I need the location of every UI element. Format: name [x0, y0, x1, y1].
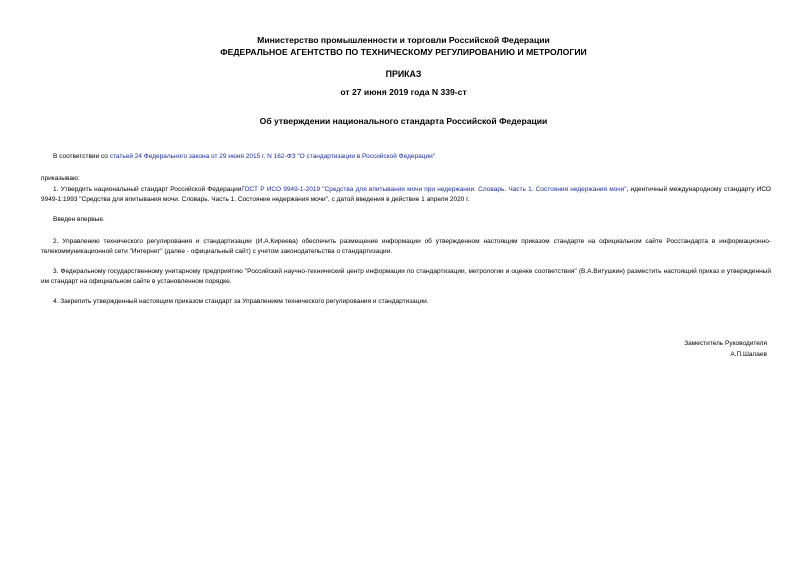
agency-name: ФЕДЕРАЛЬНОЕ АГЕНТСТВО ПО ТЕХНИЧЕСКОМУ РЕГУЛИРОВАНИЮ И МЕТРОЛОГИИ [220, 47, 587, 57]
item-1-paragraph [41, 185, 771, 205]
introduced-first-note: Введен впервые. [53, 216, 105, 223]
federal-law-link[interactable]: статьей 24 Федерального закона от 29 июня 2015 г. N 162-ФЗ "О стандартизации в Российской Федерации" [109, 153, 436, 160]
gost-standard-link[interactable]: ГОСТ Р ИСО 9949-1-2019 "Средства для впитывания мочи при недержании. Словарь. Часть 1. Состояния недержания мочи" [241, 186, 627, 193]
item-3-paragraph: 3. Федеральному государственному унитарному предприятию "Российский научно-технический центр информации по стандартизации, метрологии и оценке соответствия" (В.А.Витушкин) разместить настоящий приказ и утвержденный им стандарт на официальном сайте в установленном порядке. [41, 268, 771, 285]
item-1-prefix: 1. Утвердить национальный стандарт Российской Федерации [53, 186, 242, 193]
document-date-number: от 27 июня 2019 года N 339-ст [340, 87, 467, 97]
signatory-name: А.П.Шалаев [730, 351, 767, 358]
item-2-paragraph: 2. Управлению технического регулирования и стандартизации (И.А.Киреева) обеспечить размещение информации об утвержденном настоящим приказом стандарте на официальном сайте Росстандарта в информационно-телекоммуникационной сети "Интернет" (далее - официальный сайт) с учетом законодательства о стандартизации. [41, 238, 771, 255]
ministry-name: Министерство промышленности и торговли Российской Федерации [257, 35, 550, 45]
item-1-suffix: , идентичный международному стандарту ИСО 9949-1:1993 "Средства для впитывания мочи. Словарь. Часть 1. Состояние недержания мочи", с датой введения в действие 1 апреля 2020 г. [41, 186, 771, 203]
signatory-position: Заместитель Руководителя [684, 340, 767, 347]
legal-basis-prefix: В соответствии со [53, 153, 110, 160]
legal-basis-paragraph [41, 152, 771, 162]
order-word: приказываю: [41, 175, 80, 182]
document-title: Об утверждении национального стандарта Российской Федерации [259, 116, 548, 126]
item-4-paragraph: 4. Закрепить утвержденный настоящим приказом стандарт за Управлением технического регулирования и стандартизации. [53, 298, 429, 305]
document-type: ПРИКАЗ [385, 69, 422, 79]
